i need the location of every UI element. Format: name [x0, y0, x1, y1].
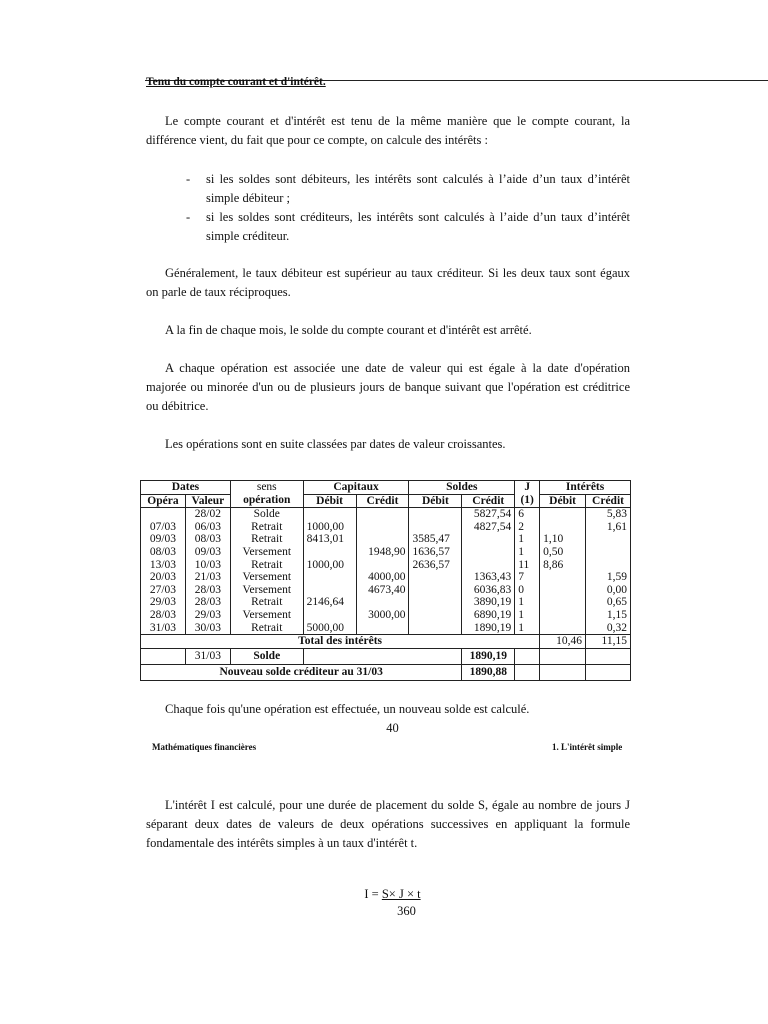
paragraph-nouveau-solde: Chaque fois qu'une opération est effectuée, un nouveau solde est calculé.	[165, 702, 530, 716]
cell-int-credit: 0,65	[586, 596, 631, 609]
cell-cap-debit: 2146,64	[303, 596, 356, 609]
cell-valeur: 21/03	[185, 571, 230, 584]
cell-cap-debit: 1000,00	[303, 559, 356, 572]
cell-solde-credit: 6890,19	[462, 609, 515, 622]
cell-int-debit	[540, 609, 586, 622]
cell-solde-debit	[409, 584, 462, 597]
header-capitaux-debit: Débit	[303, 494, 356, 508]
table-row	[141, 559, 631, 572]
cell-sens: Versement	[230, 546, 303, 559]
cell-valeur: 29/03	[185, 609, 230, 622]
header-opera: Opéra	[141, 494, 186, 508]
cell-int-credit	[586, 559, 631, 572]
cell-int-debit	[540, 596, 586, 609]
cell-solde-debit	[409, 622, 462, 635]
cell-cap-debit	[303, 584, 356, 597]
cell-valeur: 08/03	[185, 533, 230, 546]
cell-int-credit: 1,61	[586, 521, 631, 534]
table-row	[141, 622, 631, 635]
table-row	[141, 609, 631, 622]
cell-int-credit: 0,32	[586, 622, 631, 635]
cell-solde-debit: 3585,47	[409, 533, 462, 546]
cell-solde-debit: 2636,57	[409, 559, 462, 572]
cell-valeur: 09/03	[185, 546, 230, 559]
cell-solde-credit: 1363,43	[462, 571, 515, 584]
cell-int-credit	[586, 533, 631, 546]
solde-empty	[540, 648, 586, 664]
paragraph-fin-mois: A la fin de chaque mois, le solde du compte courant et d'intérêt est arrêté.	[165, 323, 532, 337]
cell-int-credit: 5,83	[586, 508, 631, 521]
bullet-text: si les soldes sont débiteurs, les intérêts sont calculés à l’aide d’un taux d’intérêt simple débiteur ;	[206, 172, 630, 205]
nouveau-empty	[540, 664, 586, 680]
cell-solde-debit	[409, 596, 462, 609]
cell-int-debit	[540, 622, 586, 635]
cell-solde-debit	[409, 609, 462, 622]
header-j-sub: (1)	[515, 494, 540, 508]
header-capitaux-credit: Crédit	[356, 494, 409, 508]
dash-icon: -	[186, 172, 191, 186]
cell-cap-credit: 1948,90	[356, 546, 409, 559]
formula-numerator: S× J × t	[381, 887, 421, 901]
cell-valeur: 30/03	[185, 622, 230, 635]
dash-icon: -	[186, 210, 191, 224]
header-valeur: Valeur	[185, 494, 230, 508]
table-row	[141, 571, 631, 584]
bullet-item	[186, 208, 630, 246]
cell-opera: 13/03	[141, 559, 186, 572]
bullet-text: si les soldes sont créditeurs, les intérêts sont calculés à l’aide d’un taux d’intérêt simple créditeur.	[206, 210, 630, 243]
cell-int-debit	[540, 584, 586, 597]
footer-right: 1. L'intérêt simple	[552, 742, 623, 752]
cell-cap-credit	[356, 622, 409, 635]
cell-solde-credit: 3890,19	[462, 596, 515, 609]
table-row	[141, 508, 631, 521]
cell-j: 2	[515, 521, 540, 534]
footer-left: Mathématiques financières	[152, 742, 257, 752]
total-row	[141, 635, 631, 649]
cell-cap-debit: 8413,01	[303, 533, 356, 546]
table-row	[141, 584, 631, 597]
cell-solde-credit	[462, 546, 515, 559]
cell-cap-debit	[303, 609, 356, 622]
cell-cap-credit: 3000,00	[356, 609, 409, 622]
header-capitaux: Capitaux	[303, 481, 409, 495]
cell-valeur: 06/03	[185, 521, 230, 534]
cell-sens: Retrait	[230, 533, 303, 546]
cell-cap-debit: 5000,00	[303, 622, 356, 635]
solde-date: 31/03	[185, 648, 230, 664]
header-operation: opération	[230, 494, 303, 508]
cell-opera: 20/03	[141, 571, 186, 584]
cell-int-credit	[586, 546, 631, 559]
cell-solde-debit	[409, 571, 462, 584]
table-row	[141, 596, 631, 609]
account-table	[140, 480, 631, 681]
cell-solde-credit: 4827,54	[462, 521, 515, 534]
cell-int-debit: 1,10	[540, 533, 586, 546]
cell-solde-debit	[409, 508, 462, 521]
cell-sens: Versement	[230, 609, 303, 622]
solde-value: 1890,19	[462, 648, 515, 664]
cell-opera: 28/03	[141, 609, 186, 622]
cell-sens: Versement	[230, 584, 303, 597]
cell-j: 1	[515, 622, 540, 635]
header-soldes: Soldes	[409, 481, 515, 495]
cell-valeur: 28/03	[185, 596, 230, 609]
table-row	[141, 533, 631, 546]
cell-cap-credit	[356, 521, 409, 534]
formula-lhs: I =	[364, 887, 382, 901]
solde-empty	[586, 648, 631, 664]
cell-int-debit	[540, 571, 586, 584]
cell-j: 1	[515, 546, 540, 559]
section-title: Tenu du compte courant et d'intérêt.	[146, 76, 326, 88]
header-interets-credit: Crédit	[586, 494, 631, 508]
cell-j: 0	[515, 584, 540, 597]
nouveau-empty	[515, 664, 540, 680]
bullet-list	[186, 170, 630, 246]
cell-solde-debit: 1636,57	[409, 546, 462, 559]
header-j: J	[515, 481, 540, 495]
cell-cap-credit	[356, 559, 409, 572]
cell-sens: Versement	[230, 571, 303, 584]
cell-int-debit	[540, 521, 586, 534]
cell-opera: 31/03	[141, 622, 186, 635]
cell-opera: 29/03	[141, 596, 186, 609]
formula	[0, 886, 768, 920]
solde-label: Solde	[230, 648, 303, 664]
header-sens: sens	[230, 481, 303, 495]
cell-cap-credit	[356, 596, 409, 609]
paragraph-classement: Les opérations sont en suite classées par dates de valeur croissantes.	[165, 437, 506, 451]
cell-opera: 08/03	[141, 546, 186, 559]
header-dates: Dates	[141, 481, 231, 495]
total-label: Total des intérêts	[141, 635, 540, 649]
nouveau-solde-row	[141, 664, 631, 680]
cell-solde-debit	[409, 521, 462, 534]
paragraph-taux: Généralement, le taux débiteur est supérieur au taux créditeur. Si les deux taux sont égaux on parle de taux réciproques.	[146, 266, 630, 299]
header-soldes-credit: Crédit	[462, 494, 515, 508]
cell-int-debit: 0,50	[540, 546, 586, 559]
cell-int-credit: 0,00	[586, 584, 631, 597]
total-debit: 10,46	[540, 635, 586, 649]
cell-cap-credit: 4673,40	[356, 584, 409, 597]
paragraph-interet-calcul: L'intérêt I est calculé, pour une durée de placement du solde S, égale au nombre de jours J séparant deux dates de valeurs de deux opérations successives en appliquant la formule fondamentale des intérêts simples à un taux d'intérêt t.	[146, 798, 630, 850]
cell-sens: Retrait	[230, 596, 303, 609]
cell-sens: Retrait	[230, 622, 303, 635]
cell-j: 11	[515, 559, 540, 572]
cell-cap-credit	[356, 533, 409, 546]
paragraph-intro: Le compte courant et d'intérêt est tenu de la même manière que le compte courant, la différence vient, du fait que pour ce compte, on calcule des intérêts :	[146, 114, 630, 147]
cell-valeur: 28/02	[185, 508, 230, 521]
cell-sens: Solde	[230, 508, 303, 521]
total-credit: 11,15	[586, 635, 631, 649]
cell-opera: 07/03	[141, 521, 186, 534]
table-row	[141, 521, 631, 534]
table-subheader-row	[141, 494, 631, 508]
page-number: 40	[386, 721, 399, 735]
nouveau-value: 1890,88	[462, 664, 515, 680]
formula-denominator: 360	[397, 904, 416, 918]
cell-solde-credit	[462, 559, 515, 572]
solde-empty	[515, 648, 540, 664]
cell-j: 7	[515, 571, 540, 584]
cell-solde-credit	[462, 533, 515, 546]
cell-int-credit: 1,15	[586, 609, 631, 622]
cell-j: 1	[515, 609, 540, 622]
cell-solde-credit: 5827,54	[462, 508, 515, 521]
cell-solde-credit: 1890,19	[462, 622, 515, 635]
cell-solde-credit: 6036,83	[462, 584, 515, 597]
cell-sens: Retrait	[230, 521, 303, 534]
header-soldes-debit: Débit	[409, 494, 462, 508]
cell-j: 1	[515, 533, 540, 546]
solde-row	[141, 648, 631, 664]
bullet-item	[186, 170, 630, 208]
cell-cap-debit	[303, 508, 356, 521]
cell-cap-credit	[356, 508, 409, 521]
cell-cap-debit	[303, 546, 356, 559]
cell-valeur: 10/03	[185, 559, 230, 572]
cell-opera: 09/03	[141, 533, 186, 546]
nouveau-label: Nouveau solde créditeur au 31/03	[141, 664, 462, 680]
cell-int-debit	[540, 508, 586, 521]
cell-int-debit: 8,86	[540, 559, 586, 572]
cell-cap-credit: 4000,00	[356, 571, 409, 584]
solde-empty	[303, 648, 462, 664]
cell-cap-debit: 1000,00	[303, 521, 356, 534]
cell-j: 6	[515, 508, 540, 521]
header-interets: Intérêts	[540, 481, 631, 495]
solde-empty	[141, 648, 186, 664]
cell-cap-debit	[303, 571, 356, 584]
cell-j: 1	[515, 596, 540, 609]
cell-valeur: 28/03	[185, 584, 230, 597]
cell-int-credit: 1,59	[586, 571, 631, 584]
header-interets-debit: Débit	[540, 494, 586, 508]
cell-opera	[141, 508, 186, 521]
cell-sens: Retrait	[230, 559, 303, 572]
nouveau-empty	[586, 664, 631, 680]
table-header-row	[141, 481, 631, 495]
paragraph-date-valeur: A chaque opération est associée une date de valeur qui est égale à la date d'opération majorée ou minorée d'un ou de plusieurs jours de banque suivant que l'opération est créditrice ou débitrice.	[146, 361, 630, 413]
cell-opera: 27/03	[141, 584, 186, 597]
table-row	[141, 546, 631, 559]
